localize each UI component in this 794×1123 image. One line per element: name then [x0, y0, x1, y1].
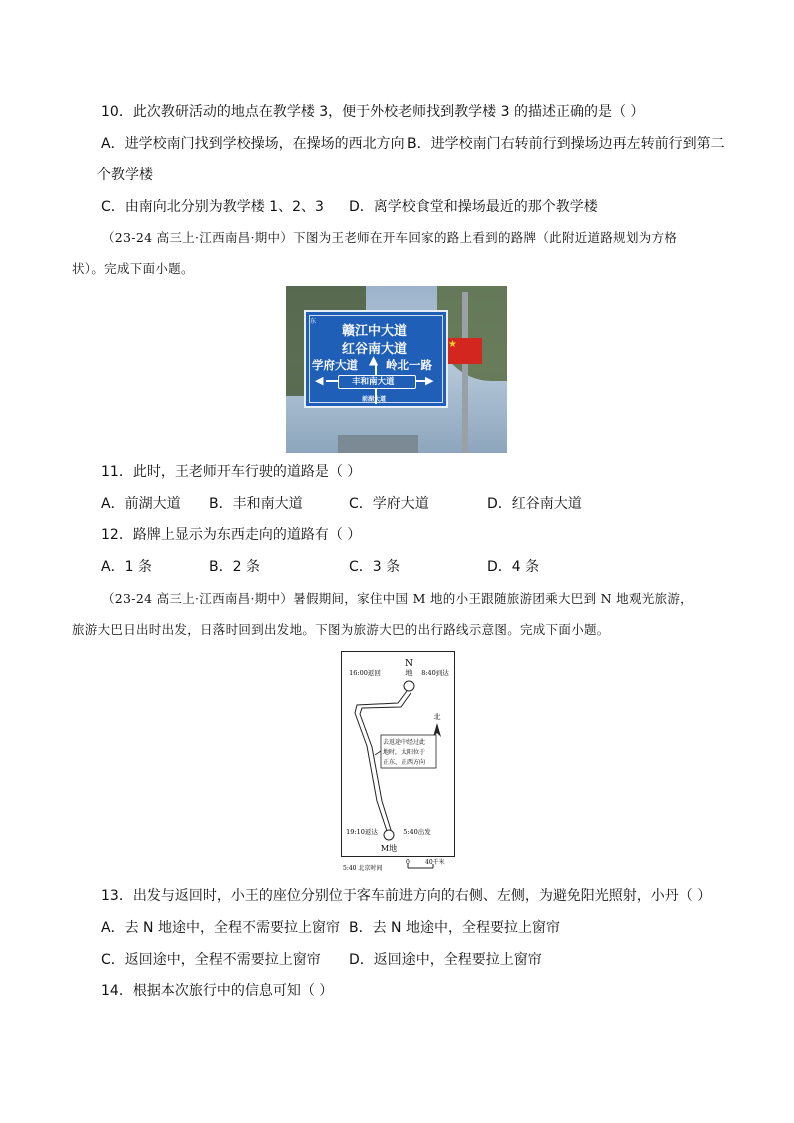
- q11-option-c: C．学府大道: [349, 496, 429, 512]
- road-sign-board: [304, 310, 448, 408]
- n-location-icon: [404, 681, 414, 691]
- q11-option-d: D．红谷南大道: [487, 496, 582, 512]
- q11-option-b: B．丰和南大道: [209, 496, 303, 512]
- scale-distance: 40千米: [425, 859, 445, 866]
- context-trip-line2: 旅游大巴日出时出发，日落时回到出发地。下图为旅游大巴的出行路线示意图。完成下面小题。: [72, 622, 610, 637]
- right-arrow-icon: ▶: [425, 374, 434, 387]
- context-sign-line2: 状）。完成下面小题。: [72, 261, 194, 276]
- n-return-time: 16:00返回: [349, 669, 381, 677]
- sign-direction-tag: 东: [310, 318, 317, 325]
- m-depart-time: 5:40出发: [403, 828, 431, 836]
- q10-option-a: A．进学校南门找到学校操场，在操场的西北方向: [101, 136, 405, 152]
- n-arrive-time: 8:40到达: [421, 669, 449, 677]
- q13-option-b: B．去 N 地途中，全程要拉上窗帘: [349, 920, 560, 936]
- scale-zero: 0: [406, 859, 410, 866]
- road-sign-photo: [286, 286, 507, 453]
- context-trip-line1: （23-24 高三上·江西南昌·期中）暑假期间，家住中国 M 地的小王跟随旅游团乘大巴到 N 地观光旅游，: [102, 591, 693, 606]
- n-label-di: 地: [405, 669, 413, 677]
- q10-option-b-continued: 个教学楼: [97, 167, 153, 183]
- q13-option-c: C．返回途中，全程不需要拉上窗帘: [101, 952, 321, 968]
- q14-stem: 14．根据本次旅行中的信息可知（ ）: [101, 983, 334, 999]
- time-label: 5:40 北京时间: [343, 865, 383, 872]
- sign-road-top1: 赣江中大道: [342, 324, 408, 339]
- note-line2: 地时，太阳位于: [383, 749, 426, 756]
- sign-road-right: 岭北一路: [386, 358, 432, 372]
- q13-option-d: D．返回途中，全程要拉上窗帘: [349, 952, 542, 968]
- q13-option-a: A．去 N 地途中，全程不需要拉上窗帘: [101, 920, 340, 936]
- q12-option-c: C．3 条: [349, 559, 401, 575]
- q10-option-b: B．进学校南门右转前行到操场边再左转前行到第二: [407, 136, 725, 152]
- q11-stem: 11．此时，王老师开车行驶的道路是（ ）: [101, 464, 362, 480]
- q12-stem: 12．路牌上显示为东西走向的道路有（ ）: [101, 527, 362, 543]
- note-line1: 去返途中经过此: [383, 739, 426, 746]
- q12-option-a: A．1 条: [101, 559, 152, 575]
- sign-road-cross: 丰和南大道: [352, 377, 395, 387]
- up-arrow-icon: ▲: [369, 353, 379, 367]
- q10-stem: 10．此次教研活动的地点在教学楼 3，便于外校老师找到教学楼 3 的描述正确的是（ ）: [101, 104, 645, 120]
- sign-pole: [462, 292, 468, 453]
- sign-road-bottom: 前湖大道: [362, 396, 387, 403]
- q12-option-b: B．2 条: [209, 559, 260, 575]
- left-arrow-icon: ◀: [315, 374, 324, 387]
- m-return-time: 19:10返达: [346, 828, 378, 836]
- q11-option-a: A．前湖大道: [101, 496, 181, 512]
- q12-option-d: D．4 条: [487, 559, 540, 575]
- sign-road-top2: 红谷南大道: [342, 342, 408, 357]
- note-line3: 正东、正西方向: [383, 759, 426, 766]
- sign-road-left: 学府大道: [312, 358, 358, 372]
- n-label: N: [405, 659, 413, 669]
- context-sign-line1: （23-24 高三上·江西南昌·期中）下图为王老师在开车回家的路上看到的路牌（此附近道路规划为方格: [102, 230, 678, 245]
- north-label: 北: [433, 713, 441, 721]
- building: [338, 435, 418, 453]
- m-label: M地: [380, 844, 398, 853]
- flag-icon: [444, 338, 482, 364]
- q10-option-d: D．离学校食堂和操场最近的那个教学楼: [349, 199, 598, 215]
- m-location-icon: [384, 830, 394, 840]
- q13-stem: 13．出发与返回时，小王的座位分别位于客车前进方向的右侧、左侧，为避免阳光照射，小丹（ ）: [101, 888, 712, 904]
- route-map: [341, 651, 455, 875]
- q10-option-c: C．由南向北分别为教学楼 1、2、3: [101, 199, 324, 215]
